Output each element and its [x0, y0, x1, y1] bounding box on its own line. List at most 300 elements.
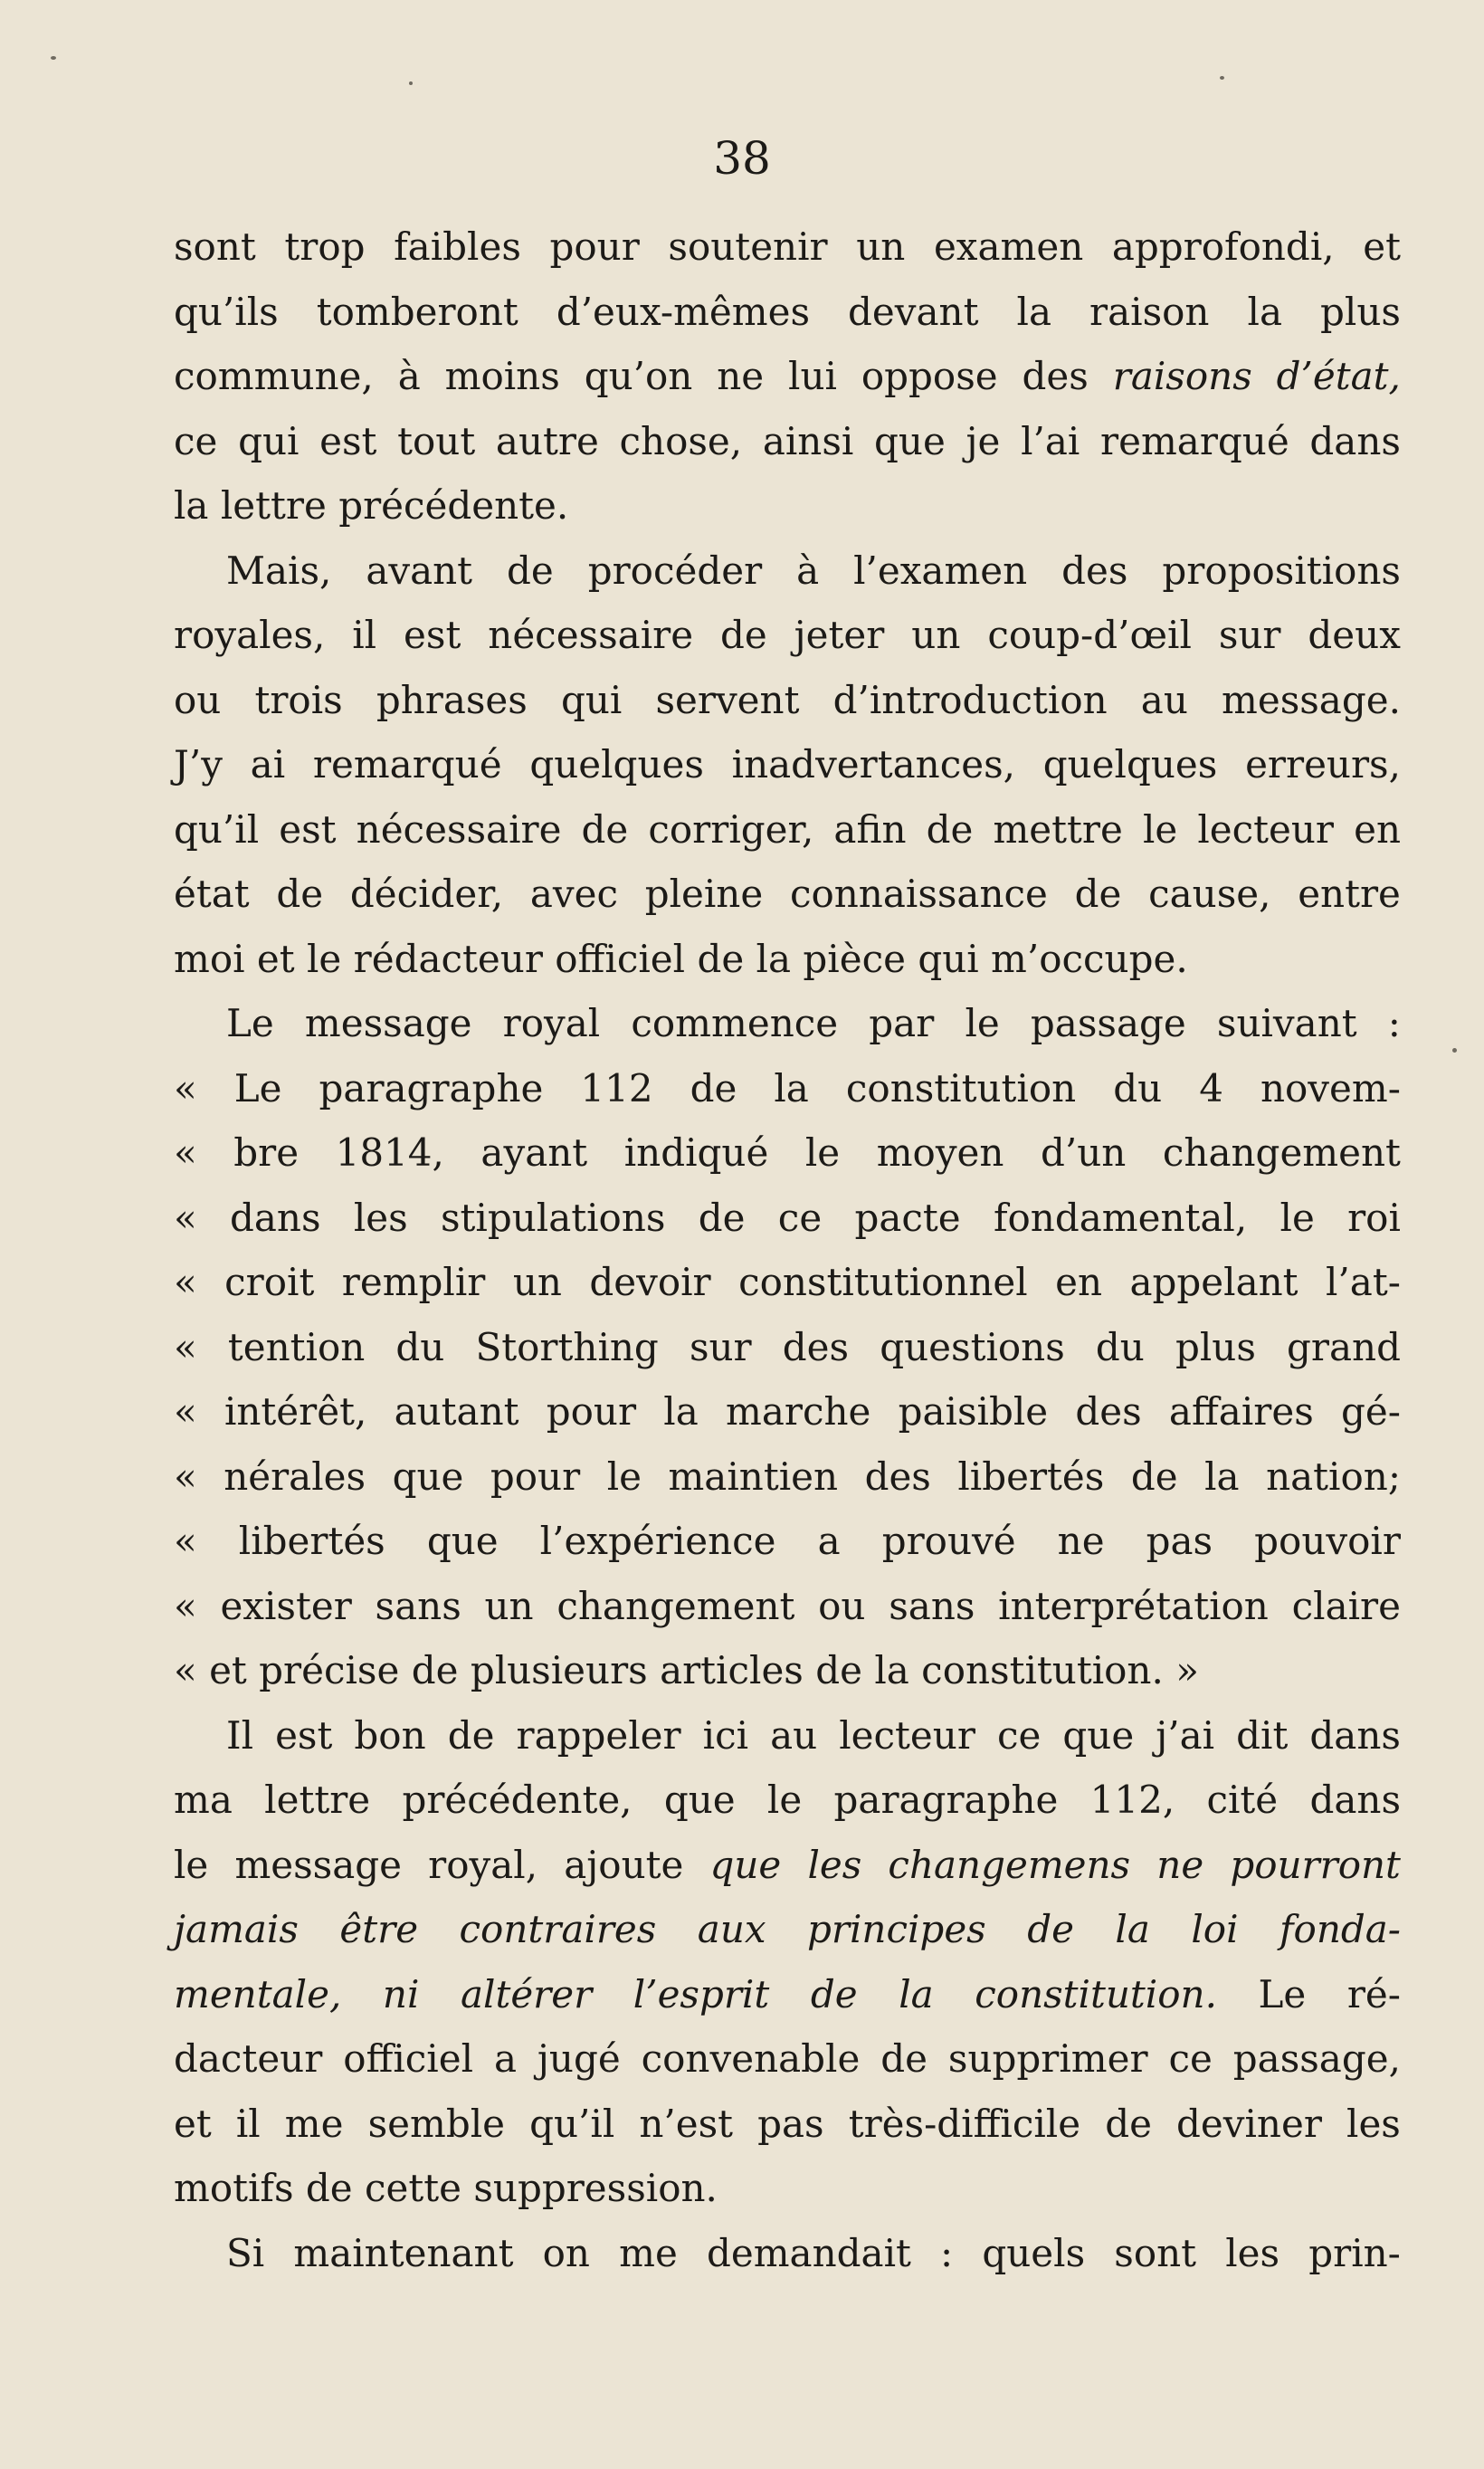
word: de [719, 613, 767, 657]
word: la [756, 936, 792, 981]
word: au [1140, 677, 1188, 722]
word: affaires [1168, 1389, 1314, 1434]
text-line [174, 1833, 1401, 1898]
word: grand [1287, 1324, 1401, 1369]
word: moyen [876, 1130, 1004, 1175]
word: de [447, 1712, 495, 1758]
word: passage [1030, 1001, 1186, 1045]
word: la [1016, 289, 1051, 334]
text-line [174, 1638, 1401, 1703]
word: de [1130, 1454, 1178, 1499]
word: que [1062, 1712, 1135, 1758]
word: nécessaire [488, 613, 694, 657]
word: dit [1236, 1712, 1289, 1758]
word: Le [226, 1001, 274, 1045]
word: du [395, 1324, 445, 1369]
text-line [174, 668, 1401, 733]
text-line [174, 473, 1401, 539]
word: oppose [861, 354, 998, 398]
text-line [174, 214, 1401, 280]
word: fondamental, [993, 1195, 1248, 1240]
word: précise [259, 1648, 400, 1692]
text-line [174, 1315, 1401, 1380]
word: est [279, 806, 337, 852]
print-speck [1452, 1048, 1457, 1053]
word: nérales [224, 1454, 366, 1499]
word: entre [1298, 872, 1401, 916]
word: d’introduction [832, 677, 1108, 722]
word: trop [284, 224, 366, 269]
word: claire [1291, 1583, 1401, 1628]
word: l’ai [1021, 418, 1080, 463]
word: quels [982, 2230, 1086, 2275]
word: le [1279, 1195, 1315, 1240]
word: « [174, 1583, 197, 1628]
word: 1814, [335, 1130, 444, 1175]
word: sont [1114, 2230, 1197, 2275]
word: ré- [1346, 1971, 1401, 2016]
text-line [174, 2026, 1401, 2092]
word: remplir [341, 1260, 486, 1304]
word: a [493, 2036, 517, 2081]
word: sont [174, 224, 256, 269]
word: pièce [803, 936, 906, 981]
word: le [965, 1001, 1000, 1045]
word: remarqué [312, 742, 502, 786]
word: n’est [639, 2101, 734, 2146]
word: deviner [1176, 2101, 1322, 2146]
word: roi [1347, 1195, 1401, 1240]
word: a [817, 1519, 841, 1563]
word: croit [224, 1260, 315, 1304]
text-line [174, 1897, 1401, 1962]
text-line [174, 991, 1401, 1056]
word: sans [889, 1583, 975, 1628]
word: le [174, 1842, 209, 1887]
word: autre [495, 418, 599, 463]
word: ce [996, 1712, 1042, 1758]
word: que [709, 1842, 782, 1887]
word: questions [880, 1324, 1065, 1369]
word: cité [1206, 1778, 1279, 1822]
word: appelant [1129, 1260, 1298, 1304]
word: Mais, [226, 548, 332, 593]
word: est [275, 1712, 333, 1758]
word: au [770, 1712, 818, 1758]
word: que [392, 1454, 464, 1499]
word: contraires [459, 1907, 657, 1951]
word: les [353, 1195, 408, 1240]
word: ni [382, 1971, 420, 2016]
word: paisible [898, 1389, 1049, 1434]
text-line [174, 1768, 1401, 1833]
word: soutenir [668, 224, 828, 269]
word: examen [933, 224, 1084, 269]
word: chose, [619, 418, 743, 463]
word: dans [230, 1195, 321, 1240]
word: rédacteur [353, 936, 543, 981]
word: constitutionnel [738, 1260, 1028, 1304]
body-text [174, 214, 1401, 2285]
word: et [256, 936, 295, 981]
word: pour [490, 1454, 581, 1499]
word: ne [1156, 1842, 1204, 1887]
word: ce [1168, 2036, 1213, 2081]
word: et [209, 1648, 247, 1692]
word: « [174, 1648, 197, 1692]
word: et [174, 2101, 212, 2146]
text-line [174, 1962, 1401, 2027]
word: et [1363, 224, 1401, 269]
word: connaissance [789, 872, 1048, 916]
word: est [404, 613, 461, 657]
word: sur [1218, 613, 1281, 657]
word: de [698, 1195, 746, 1240]
text-line [174, 2156, 1401, 2221]
word: que [663, 1778, 736, 1822]
word: nécessaire [356, 806, 562, 852]
word: Le [1258, 1971, 1307, 2016]
word: plusieurs [470, 1648, 648, 1692]
word: Si [226, 2230, 265, 2275]
word: le [1142, 806, 1178, 852]
word: » [1175, 1648, 1199, 1692]
word: officiel [343, 2036, 474, 2081]
word: en [1055, 1260, 1103, 1304]
text-line [174, 1379, 1401, 1444]
text-line [174, 280, 1401, 345]
word: Il [226, 1712, 254, 1758]
word: avec [529, 872, 618, 916]
word: à [397, 354, 421, 398]
page-number: 38 [713, 132, 771, 185]
text-line [174, 1186, 1401, 1251]
word: suppression. [473, 2166, 718, 2210]
word: intérêt, [224, 1389, 367, 1434]
text-line [174, 1509, 1401, 1574]
word: sur [689, 1324, 752, 1369]
word: de [690, 1065, 737, 1111]
word: lecteur [839, 1712, 975, 1758]
text-line [174, 1444, 1401, 1510]
word: que [874, 418, 946, 463]
word: qui [918, 936, 979, 981]
word: message. [1222, 677, 1401, 722]
word: ne [717, 354, 765, 398]
word: la [1115, 1907, 1150, 1951]
word: que [426, 1519, 499, 1563]
word: de [926, 806, 974, 852]
word: suivant [1216, 1001, 1357, 1045]
word: cause, [1148, 872, 1271, 916]
word: qu’ils [174, 289, 279, 334]
word: principes [807, 1907, 986, 1951]
word: la [774, 1065, 809, 1111]
word: : [1387, 1001, 1401, 1045]
word: me [619, 2230, 678, 2275]
word: novem- [1260, 1065, 1401, 1111]
word: exister [220, 1583, 352, 1628]
word: faibles [394, 224, 521, 269]
text-line [174, 344, 1401, 409]
word: bre [233, 1130, 300, 1175]
word: le [307, 936, 342, 981]
word: ma [174, 1778, 233, 1822]
word: à [796, 548, 820, 593]
word: mentale, [174, 1971, 342, 2016]
word: décider, [349, 872, 504, 916]
word: 112 [580, 1065, 653, 1111]
word: pas [1146, 1519, 1213, 1563]
text-line [174, 1574, 1401, 1639]
word: devant [848, 289, 979, 334]
word: de [810, 1971, 858, 2016]
word: est [319, 418, 377, 463]
word: pouvoir [1254, 1519, 1401, 1563]
word: passage, [1232, 2036, 1401, 2081]
word: semble [367, 2101, 505, 2146]
word: lecteur [1197, 806, 1334, 852]
word: jugé [537, 2036, 621, 2081]
word: de [697, 936, 745, 981]
word: corriger, [648, 806, 814, 852]
word: moins [444, 354, 560, 398]
word: ai [250, 742, 286, 786]
word: de [815, 1648, 862, 1692]
word: constitution. [975, 1971, 1217, 2016]
word: pleine [644, 872, 764, 916]
word: dacteur [174, 2036, 323, 2081]
word: qu’il [529, 2101, 615, 2146]
word: de [276, 872, 324, 916]
word: quelques [529, 742, 704, 786]
word: Storthing [475, 1324, 659, 1369]
word: sans [375, 1583, 461, 1628]
text-line [174, 862, 1401, 927]
word: « [174, 1260, 197, 1304]
text-line [174, 927, 1401, 992]
word: lettre [220, 483, 327, 528]
word: changement [556, 1583, 795, 1628]
text-line [174, 539, 1401, 604]
word: des [782, 1324, 850, 1369]
word: avant [366, 548, 473, 593]
text-line [174, 797, 1401, 863]
text-line [174, 2221, 1401, 2286]
word: l’expérience [539, 1519, 776, 1563]
word: indiqué [623, 1130, 769, 1175]
word: de [581, 806, 629, 852]
word: des [1075, 1389, 1142, 1434]
word: de [411, 1648, 459, 1692]
word: la [1204, 1454, 1240, 1499]
word: gé- [1340, 1389, 1401, 1434]
word: message [234, 1842, 403, 1887]
word: stipulations [440, 1195, 666, 1240]
word: ce [777, 1195, 823, 1240]
word: les [1225, 2230, 1280, 2275]
text-line [174, 603, 1401, 668]
word: me [284, 2101, 344, 2146]
word: prin- [1308, 2230, 1401, 2275]
word: tention [227, 1324, 366, 1369]
word: lui [788, 354, 837, 398]
word: pacte [854, 1195, 961, 1240]
word: « [174, 1389, 197, 1434]
word: qui [560, 677, 623, 722]
word: aux [697, 1907, 766, 1951]
text-line [174, 1056, 1401, 1121]
word: plus [1320, 289, 1401, 334]
word: maintien [668, 1454, 839, 1499]
word: « [174, 1454, 197, 1499]
word: changemens [888, 1842, 1131, 1887]
word: cette [365, 2166, 461, 2210]
word: l’at- [1326, 1260, 1401, 1304]
word: moi [174, 936, 245, 981]
word: tout [397, 418, 476, 463]
word: demandait [706, 2230, 911, 2275]
word: la [874, 1648, 909, 1692]
word: ce [174, 418, 218, 463]
word: constitution [845, 1065, 1077, 1111]
word: commune, [174, 354, 374, 398]
word: précédente, [402, 1778, 633, 1822]
word: rappeler [516, 1712, 681, 1758]
word: altérer [460, 1971, 593, 2016]
word: approfondi, [1111, 224, 1335, 269]
word: lettre [264, 1778, 371, 1822]
word: un [512, 1260, 562, 1304]
word: les [1346, 2101, 1401, 2146]
text-line [174, 409, 1401, 474]
word: en [1354, 806, 1401, 852]
word: pour [546, 1389, 637, 1434]
word: propositions [1162, 548, 1401, 593]
word: prouvé [881, 1519, 1016, 1563]
word: le [766, 1778, 803, 1822]
word: ou [174, 677, 222, 722]
word: pas [757, 2101, 824, 2146]
word: qu’on [584, 354, 693, 398]
text-line [174, 1703, 1401, 1768]
word: des [1022, 354, 1089, 398]
word: de [880, 2036, 928, 2081]
word: je [966, 418, 1001, 463]
word: motifs [174, 2166, 294, 2210]
word: inadvertances, [731, 742, 1015, 786]
word: phrases [376, 677, 528, 722]
word: on [542, 2230, 590, 2275]
word: « [174, 1195, 197, 1240]
word: l’examen [853, 548, 1028, 593]
word: trois [254, 677, 343, 722]
word: libertés [238, 1519, 385, 1563]
word: marche [726, 1389, 871, 1434]
word: la [1247, 289, 1282, 334]
word: le [606, 1454, 642, 1499]
word: maintenant [293, 2230, 514, 2275]
word: raison [1089, 289, 1210, 334]
word: du [1113, 1065, 1163, 1111]
text-line [174, 1250, 1401, 1315]
word: ne [1057, 1519, 1105, 1563]
word: « [174, 1324, 197, 1369]
word: erreurs, [1245, 742, 1401, 786]
word: officiel [555, 936, 686, 981]
word: servent [655, 677, 800, 722]
word: de [1105, 2101, 1152, 2146]
word: jeter [794, 613, 885, 657]
word: tomberont [316, 289, 518, 334]
word: constitution. [921, 1648, 1164, 1692]
text-line [174, 2092, 1401, 2157]
word: dans [1309, 1712, 1401, 1758]
word: interprétation [998, 1583, 1269, 1628]
word: changement [1162, 1130, 1401, 1175]
text-line [174, 732, 1401, 797]
word: de [507, 548, 554, 593]
word: nation; [1266, 1454, 1401, 1499]
word: la [174, 483, 209, 528]
word: l’esprit [633, 1971, 770, 2016]
word: deux [1308, 613, 1401, 657]
print-speck [51, 56, 56, 60]
word: ici [702, 1712, 749, 1758]
word: d’un [1041, 1130, 1127, 1175]
word: plus [1175, 1324, 1256, 1369]
word: des [1061, 548, 1128, 593]
word: d’eux-mêmes [556, 289, 811, 334]
word: royal, [428, 1842, 538, 1887]
word: état [174, 872, 250, 916]
word: la [663, 1389, 699, 1434]
print-speck [409, 81, 413, 85]
word: message [304, 1001, 472, 1045]
word: quelques [1042, 742, 1218, 786]
word: « [174, 1065, 197, 1111]
word: d’état, [1276, 354, 1401, 398]
word: jamais [174, 1907, 299, 1951]
word: afin [833, 806, 907, 852]
word: ainsi [762, 418, 854, 463]
word: remarqué [1100, 418, 1289, 463]
word: paragraphe [833, 1778, 1059, 1822]
word: 4 [1199, 1065, 1223, 1111]
word: pour [549, 224, 640, 269]
word: commence [631, 1001, 839, 1045]
word: ou [818, 1583, 866, 1628]
word: 112, [1089, 1778, 1175, 1822]
word: mettre [993, 806, 1123, 852]
word: des [864, 1454, 931, 1499]
word: articles [660, 1648, 804, 1692]
word: Le [233, 1065, 282, 1111]
word: un [484, 1583, 534, 1628]
word: très-difficile [848, 2101, 1081, 2146]
word: il [352, 613, 377, 657]
word: J’y [174, 742, 223, 786]
word: la [899, 1971, 934, 2016]
word: dans [1309, 1778, 1401, 1822]
print-speck [1220, 76, 1224, 80]
word: être [339, 1907, 419, 1951]
word: royales, [174, 613, 326, 657]
word: de [1027, 1907, 1074, 1951]
word: ajoute [564, 1842, 684, 1887]
word: : [940, 2230, 954, 2275]
word: les [807, 1842, 862, 1887]
